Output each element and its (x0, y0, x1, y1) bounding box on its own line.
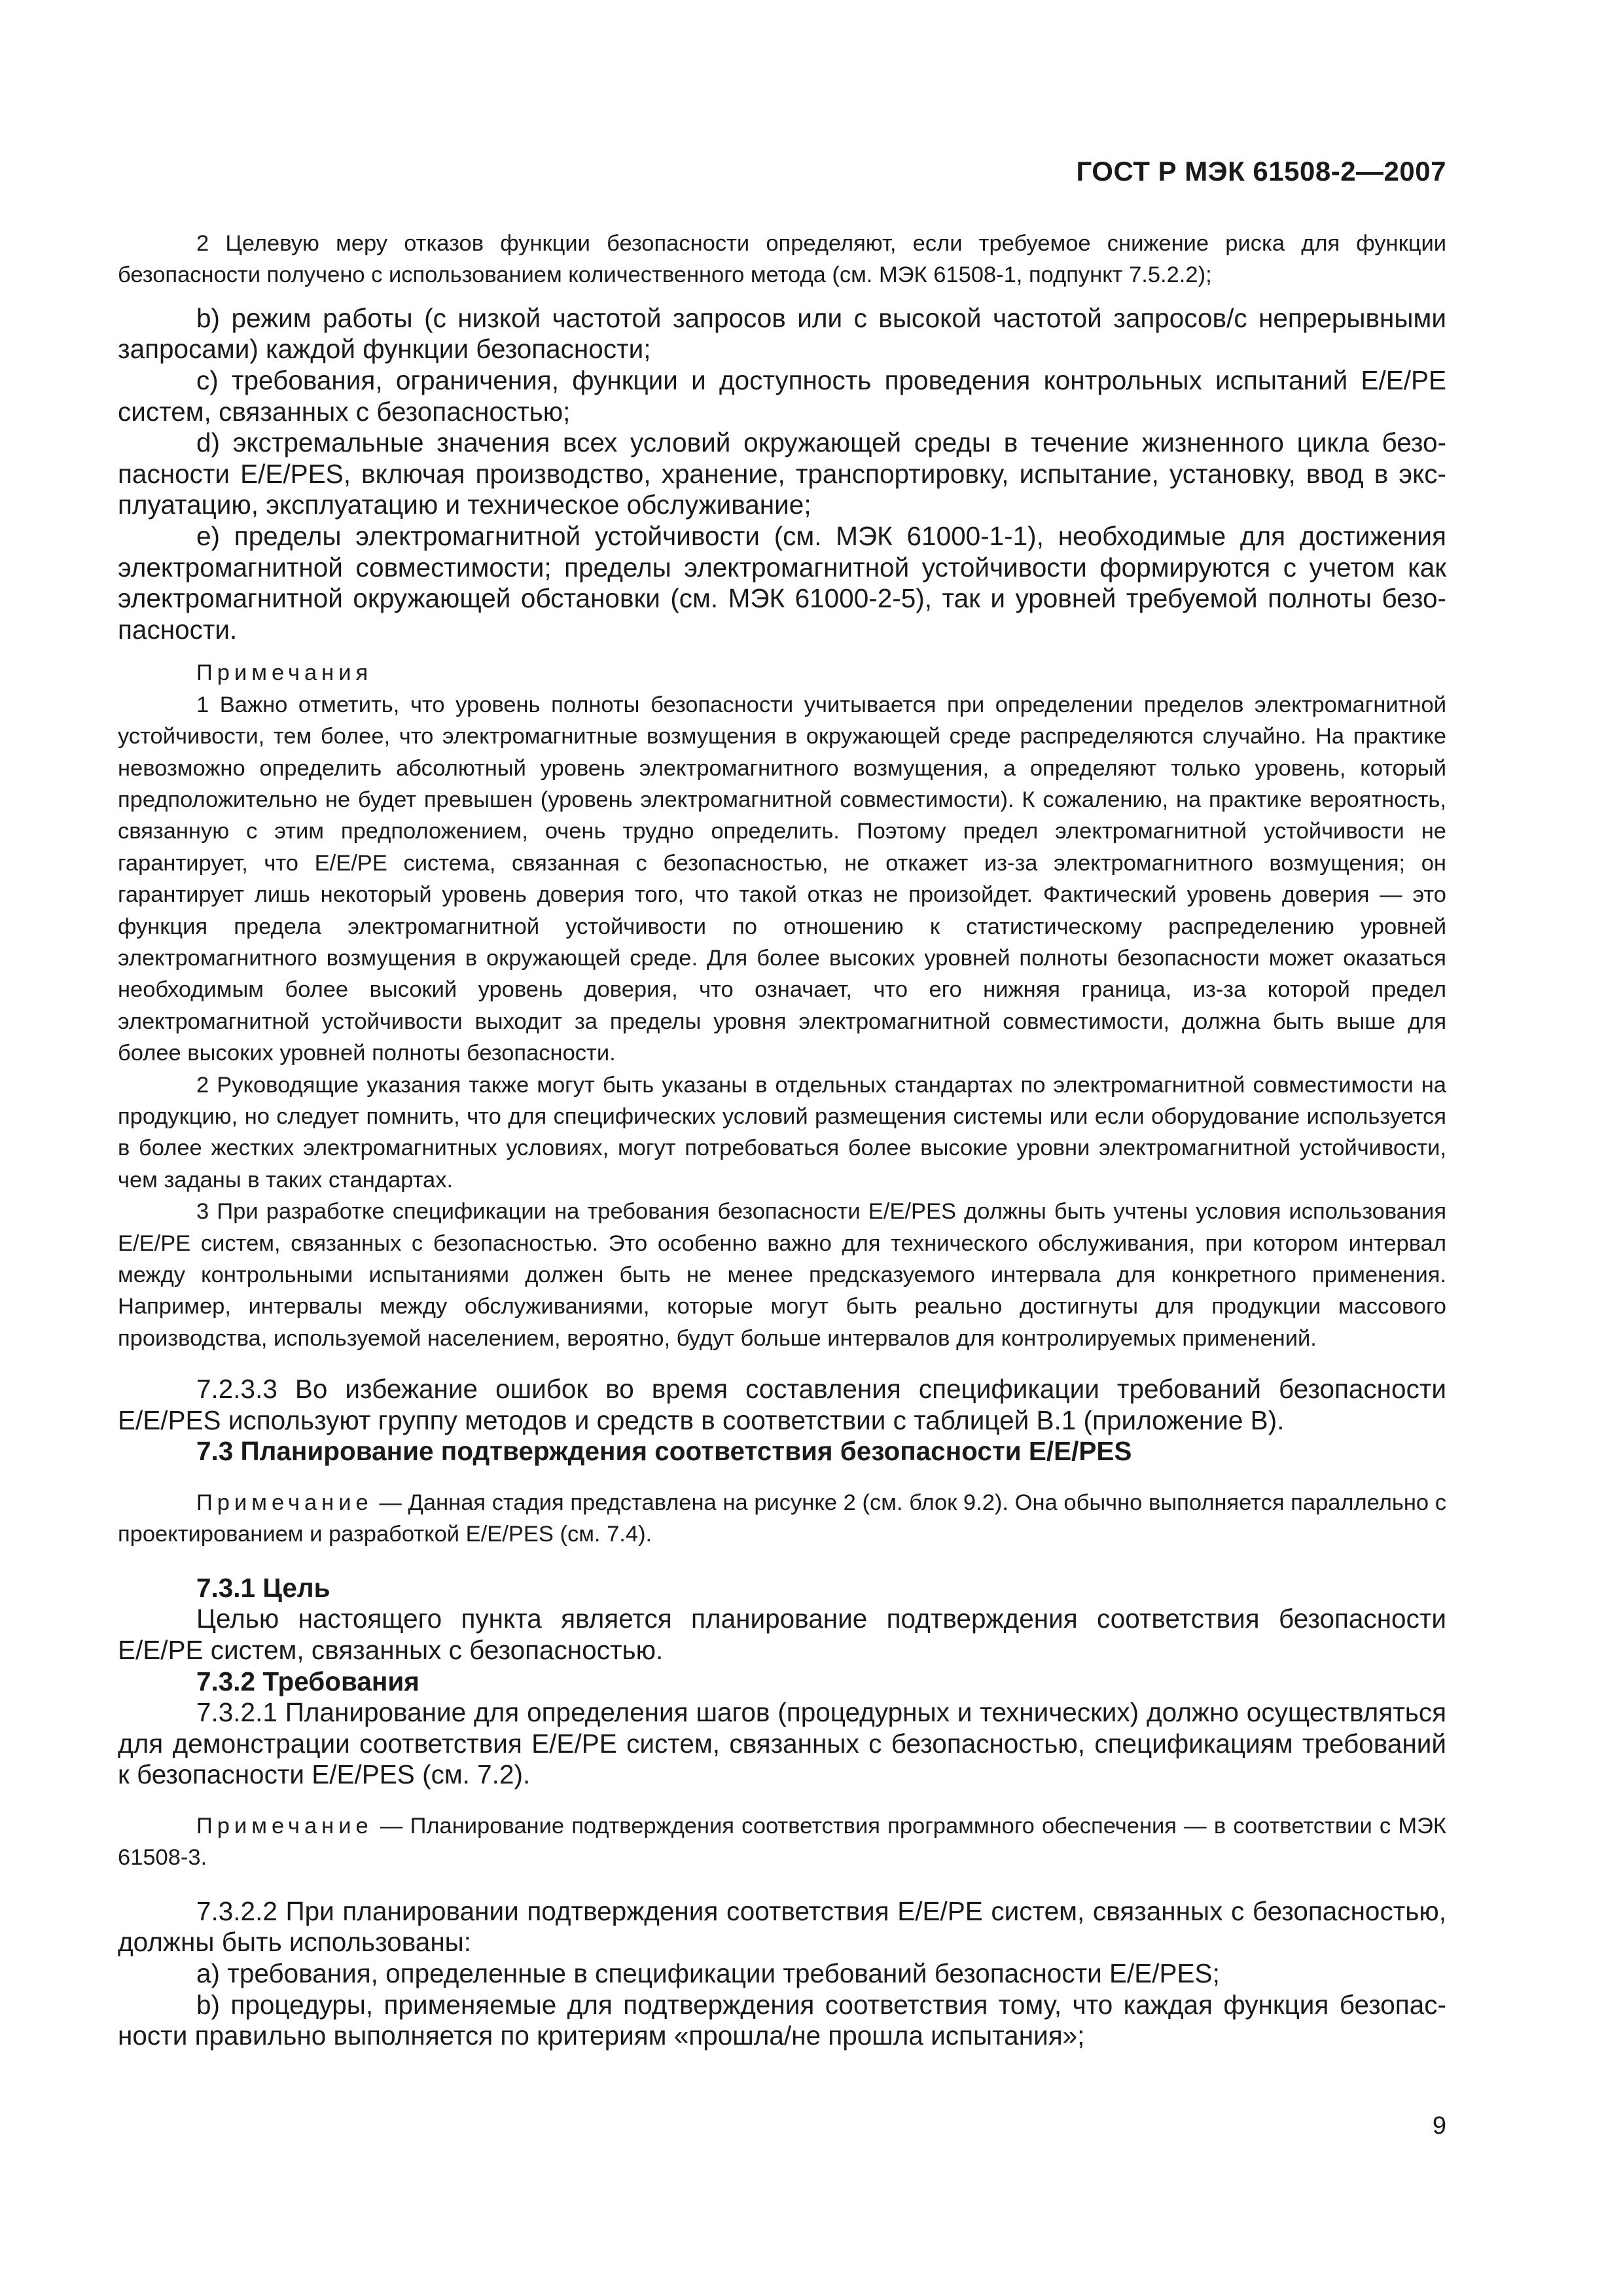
note-7-3-2-1 (118, 1810, 1446, 1874)
list-item-a2: a) требования, определенные в спецификации требований безопасности E/E/PES; (196, 1958, 1220, 1989)
note-target-failure: 2 Целевую меру отказов функции безопасности определяют, если требуемое снижение риска для функции безопасности получено с использованием количественного метода (см. МЭК 61508-1, подпункт 7.5.2.2); (118, 231, 1446, 288)
document-header: ГОСТ Р МЭК 61508-2—2007 (1076, 156, 1446, 187)
note-text: — Планирование подтверждения соответствия программного обеспечения — в соответствии с МЭК 61508-3. (118, 1814, 1446, 1871)
note-text: — Данная стадия представлена на рисунке 2 (см. блок 9.2). Она обычно выполняется параллельно с проектированием и разработкой E/E/PES (см. 7.4). (118, 1490, 1446, 1547)
subsection-heading-7-3-1: 7.3.1 Цель (196, 1572, 330, 1603)
paragraph-7-2-3-3: 7.2.3.3 Во избежание ошибок во время составления спецификации требований безопасности E/E/PES используют группу методов и средств в соответствии с таблицей В.1 (приложение В). (118, 1374, 1446, 1435)
note-label: Примечание (196, 1490, 373, 1516)
paragraph-7-3-2-2: 7.3.2.2 При планировании подтверждения соответствия E/E/PE систем, связанных с безопасностью, должны быть использованы: (118, 1895, 1446, 1958)
paragraph-7-3-2-1: 7.3.2.1 Планирование для определения шагов (процедурных и технических) должно осуществляться для демонстрации соответствия E/E/PE систем, связанных с безопасностью, спецификациям требований к безопасности E/E/PES (см. 7.2). (118, 1697, 1446, 1790)
list-item-d: d) экстремальные значения всех условий окружающей среды в течение жизненного цикла безопасности E/E/PES, включая производство, хранение, транспортировку, испытание, установку, ввод в эксплуатацию, эксплуатацию и техническое обслуживание; (118, 427, 1446, 520)
list-item-b: b) режим работы (с низкой частотой запросов или с высокой частотой запросов/с непрерывными запросами) каждой функции безопасности; (118, 302, 1446, 365)
section-heading-7-3: 7.3 Планирование подтверждения соответствия безопасности E/E/PES (196, 1436, 1132, 1467)
subsection-heading-7-3-2: 7.3.2 Требования (196, 1666, 419, 1696)
note-2: 2 Руководящие указания также могут быть указаны в отдельных стандартах по электромагнитной совместимости на продукцию, но следует помнить, что для специфических условий размещения системы или если оборудование используется в более жестких электромагнитных условиях, могут потребоваться более высокие уровни электромагнитной устойчивости, чем заданы в таких стандартах. (118, 1072, 1446, 1193)
note-label: Примечание (196, 1814, 373, 1839)
page-number: 9 (1432, 2112, 1446, 2140)
note-7-3 (118, 1487, 1446, 1551)
note-3: 3 При разработке спецификации на требования безопасности E/E/PES должны быть учтены условия использования E/E/PE систем, связанных с безопасностью. Это особенно важно для технического обслуживания, при котором интервал между контрольными испытаниями должен быть не менее предсказуемого интервала для конкретного применения. Например, интервалы между обслуживаниями, которые могут быть реально достигнуты для продукции массового производства, используемой населением, вероятно, будут больше интервалов для контролируемых применений. (118, 1199, 1446, 1351)
document-body (118, 228, 1446, 2052)
notes-label: Примечания (196, 660, 373, 686)
list-item-e: e) пределы электромагнитной устойчивости (см. МЭК 61000-1-1), необходимые для достижения электромагнитной совместимости; пределы электромагнитной устойчивости формируются с учетом как электромагнитной окружающей обстановки (см. МЭК 61000-2-5), так и уровней требуемой полноты безопасности. (118, 520, 1446, 645)
paragraph-7-3-1: Целью настоящего пункта является планирование подтверждения соответствия безопасности E/E/PE систем, связанных с безопасностью. (118, 1604, 1446, 1666)
list-item-c: c) требования, ограничения, функции и доступность проведения контрольных испытаний E/E/PE систем, связанных с безопасностью; (118, 365, 1446, 427)
note-1: 1 Важно отметить, что уровень полноты безопасности учитывается при определении пределов электромагнитной устойчивости, тем более, что электромагнитные возмущения в окружающей среде распределяются случайно. На практике невозможно определить абсолютный уровень электромагнитного возмущения, а определяют только уровень, который предположительно не будет превышен (уровень электромагнитной совместимости). К сожалению, на практике вероятность, связанную с этим предположением, очень трудно определить. Поэтому предел электромагнитной устойчивости не гарантирует, что E/E/PE система, связанная с безопасностью, не откажет из-за электромагнитного возмущения; он гарантирует лишь некоторый уровень доверия того, что такой отказ не произойдет. Фактический уровень доверия — это функция предела электромагнитной устойчивости по отношению к статистическому распределению уровней электромагнитного возмущения в окружающей среде. Для более высоких уровней полноты безопасности может оказаться необходимым более высокий уровень доверия, что означает, что его нижняя граница, из-за которой предел электромагнитной устойчивости выходит за пределы уровня электромагнитной совместимости, должна быть выше для более высоких уровней полноты безопасности. (118, 692, 1446, 1066)
document-page (118, 0, 1446, 2296)
list-item-b2: b) процедуры, применяемые для подтверждения соответствия тому, что каждая функция безопасности правильно выполняется по критериям «прошла/не прошла испытания»; (118, 1989, 1446, 2051)
